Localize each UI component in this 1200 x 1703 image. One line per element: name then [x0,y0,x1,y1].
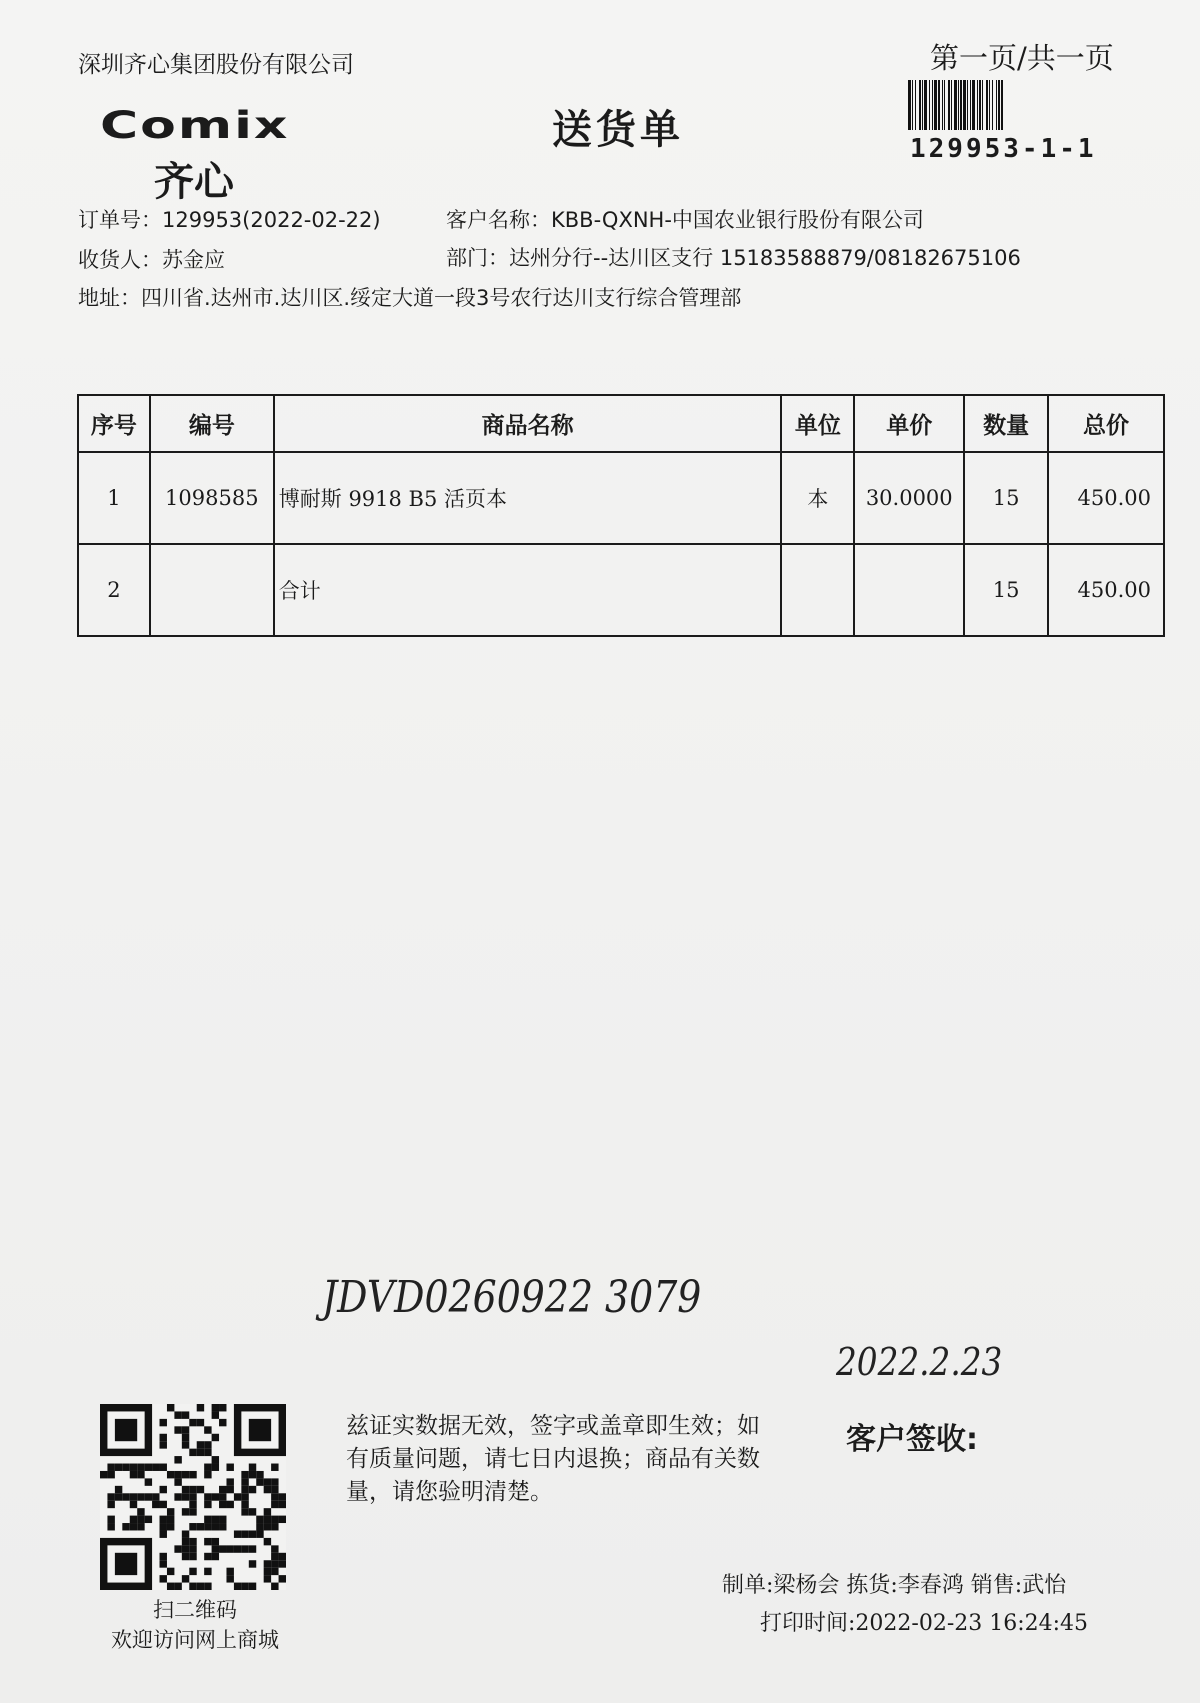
table-row [78,544,1164,636]
comix-logo [100,104,340,205]
logo-chinese: 齐心 [154,159,234,205]
handwritten-code: JDVD0260922 3079 [322,1272,702,1323]
cell-quantity: 15 [964,544,1048,636]
cell-unit [781,544,854,636]
qr-caption: 扫二维码 [153,1598,237,1622]
header-unit-price: 单价 [854,395,964,452]
header-code: 编号 [150,395,274,452]
barcode-number: 129953-1-1 [910,134,1097,164]
table-row [78,452,1164,544]
header-total: 总价 [1048,395,1164,452]
cell-seq: 2 [78,544,150,636]
goods-table [77,394,1165,637]
customer-name: 客户名称：KBB-QXNH-中国农业银行股份有限公司 [446,208,924,232]
customer-signature-label: 客户签收: [846,1422,978,1457]
header-quantity: 数量 [964,395,1048,452]
table-header-row [78,395,1164,452]
cell-code: 1098585 [150,452,274,544]
cell-product-name: 合计 [274,544,782,636]
cell-unit: 本 [781,452,854,544]
qr-mall-caption: 欢迎访问网上商城 [111,1628,279,1652]
logo-english: Comix [100,104,290,148]
cell-seq: 1 [78,452,150,544]
order-number: 订单号：129953(2022-02-22) [78,208,381,232]
cell-total: 450.00 [1048,544,1164,636]
document-title: 送货单 [552,107,684,153]
receiver: 收货人：苏金应 [78,248,225,272]
cell-unit-price [854,544,964,636]
cell-product-name: 博耐斯 9918 B5 活页本 [274,452,782,544]
header-product-name: 商品名称 [274,395,782,452]
cell-unit-price: 30.0000 [854,452,964,544]
cell-quantity: 15 [964,452,1048,544]
cell-total: 450.00 [1048,452,1164,544]
address: 地址：四川省.达州市.达川区.绥定大道一段3号农行达川支行综合管理部 [78,286,742,310]
company-name: 深圳齐心集团股份有限公司 [78,52,354,78]
handwritten-date: 2022.2.23 [836,1340,1003,1384]
header-unit: 单位 [781,395,854,452]
qr-code[interactable] [100,1404,286,1590]
barcode [908,80,1126,130]
page-indicator: 第一页/共一页 [930,41,1114,75]
department: 部门：达州分行--达川区支行 15183588879/08182675106 [446,246,1021,270]
header-seq: 序号 [78,395,150,452]
cell-code [150,544,274,636]
print-time: 打印时间:2022-02-23 16:24:45 [760,1611,1089,1636]
notice-text: 兹证实数据无效，签字或盖章即生效；如有质量问题，请七日内退换；商品有关数量，请您验明清楚。 [346,1413,760,1505]
staff-info: 制单:梁杨会 拣货:李春鸿 销售:武怡 [722,1573,1067,1598]
